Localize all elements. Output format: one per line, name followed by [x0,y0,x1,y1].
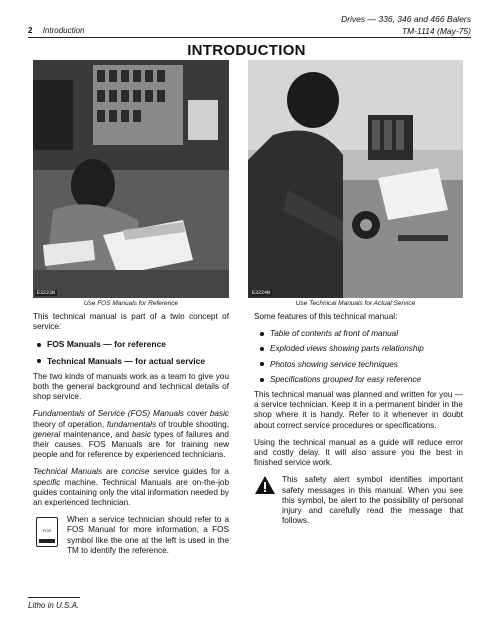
intro-paragraph: Some features of this technical manual: [254,312,398,321]
feature-item: Specifications grouped for easy reference [260,375,463,385]
feature-item: Table of contents at front of manual [260,329,463,339]
photo-caption-left: Use FOS Manuals for Reference [83,300,179,307]
footer-text: Litho in U.S.A. [28,601,80,610]
section-name: Introduction [42,26,85,35]
doc-title: Drives — 336, 346 and 466 Balers [341,14,471,24]
page-number: 2 [28,26,33,35]
tm-paragraph: Technical Manuals are concise service guides for a specific machine. Technical Manuals are on-the-job guides containing only the vital information needed by an experienced technician. [33,467,229,508]
paragraph: When a service technician should refer to a FOS Manual for more information, a FOS symbol like the one at the left is used in the TM to identify the reference. [67,515,229,555]
paragraph: Using the technical manual as a guide will reduce error and costly delay. It will also assure you the best in finished service work. [254,437,463,468]
paragraph: This technical manual was planned and written for you — a service technician. Keep it in a permanent binder in the shop where it is handy. Refer to it whenever in doubt about correct service procedures or specifications. [254,390,463,430]
fos-paragraph: Fundamentals of Service (FOS) Manuals cover basic theory of operation, fundamentals of trouble shooting, general maintenance, and basic types of failures and their causes. FOS Manuals are for training new people and for reference by experienced technicians. [33,409,230,460]
safety-alert-icon [254,475,276,495]
bullet-item: FOS Manuals — for reference [37,339,229,349]
right-column [254,312,463,533]
running-header-left [28,26,85,35]
header-rule [28,37,471,38]
left-column [33,312,229,571]
feature-item: Exploded views showing parts relationship [260,344,463,354]
feature-item: Photos showing service techniques [260,360,463,370]
photo-technical-manuals [248,60,463,298]
fos-symbol-icon: FOS [36,517,58,547]
paragraph: This safety alert symbol identifies important safety messages in this manual. When you see this symbol, be alert to the possibility of personal injury and carefully read the message that follows. [282,475,463,526]
doc-code: TM-1114 (May-75) [401,26,471,36]
photo-caption-right: Use Technical Manuals for Actual Service [295,300,416,307]
fos-symbol-note [33,515,229,571]
safety-alert-note [254,475,463,526]
page-title: INTRODUCTION [187,42,306,59]
bullet-item: Technical Manuals — for actual service [37,356,229,366]
photo-fos-manuals [33,60,229,298]
paragraph: The two kinds of manuals work as a team to give you both the general background and technical details of shop service. [33,371,229,402]
photo-tag: E3223N [37,290,56,296]
photo-tag: E3224N [252,290,271,296]
intro-paragraph: This technical manual is part of a twin concept of service: [33,312,229,332]
running-header-right [341,13,471,37]
footer-rule [28,597,80,598]
